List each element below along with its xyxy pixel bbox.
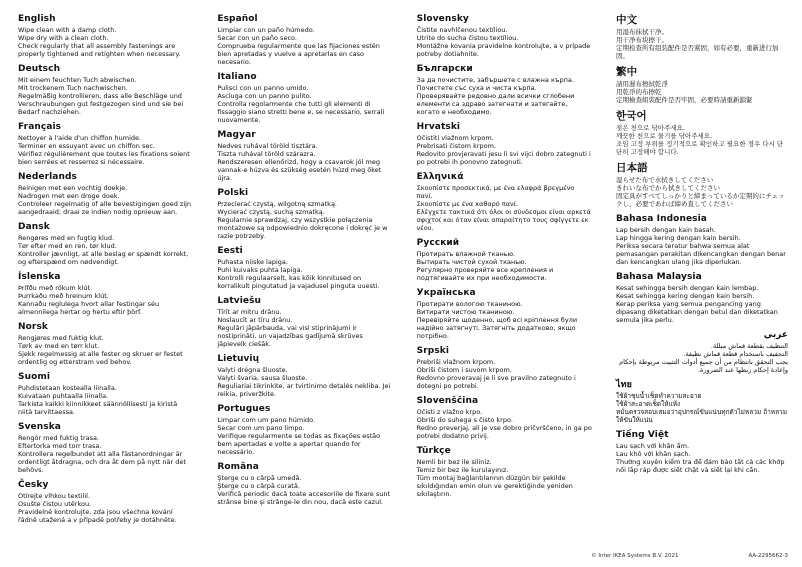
language-section-norsk bbox=[18, 322, 193, 366]
instruction-line: Očisti z vlažno krpo. bbox=[416, 408, 483, 416]
language-title-arabic: عربي bbox=[763, 330, 788, 340]
instruction-line: Asciuga con un panno pulito. bbox=[217, 92, 312, 100]
instruction-line: Limpar com um pano húmido. bbox=[217, 416, 316, 424]
language-section-espanol bbox=[217, 14, 392, 66]
instruction-line: Şterge cu o cârpă umedă. bbox=[217, 474, 302, 482]
language-section-magyar bbox=[217, 130, 392, 182]
instruction-line: 用湿布抹拭干净。 bbox=[615, 28, 668, 36]
language-columns bbox=[18, 14, 788, 530]
language-section-tieng-viet bbox=[616, 430, 788, 474]
instruction-line: Secar com um pano limpo. bbox=[217, 424, 305, 432]
instruction-line: Čistite navhlčenou textíliou. bbox=[416, 26, 508, 34]
instruction-line: Reinigen met een vochtig doekje. bbox=[18, 184, 128, 192]
instruction-line: Puhasta niiske lapiga. bbox=[217, 258, 288, 266]
instruction-line: Lap bersih dengan kain basah. bbox=[615, 226, 716, 234]
instruction-line: Mit einem feuchten Tuch abwischen. bbox=[18, 76, 137, 84]
language-title-hrvatski: Hrvatski bbox=[416, 122, 461, 132]
instruction-line: Перевіряйте щоденно, щоб всі кріплення були надійно затягнуті. Затягніть додатково, якщо потрібно. bbox=[416, 316, 578, 340]
language-title-slovensky: Slovensky bbox=[416, 14, 469, 24]
language-title-norsk: Norsk bbox=[18, 322, 48, 332]
language-section-thai bbox=[616, 380, 788, 424]
language-section-suomi bbox=[18, 372, 193, 416]
language-section-ellinika bbox=[417, 172, 592, 232]
language-section-arabic bbox=[616, 330, 788, 374]
instruction-line: Tüm montaj bağlantılarının düzgün bir şekilde sıkıldığından emin olun ve gerektiğinde yeniden sıkılaştırın. bbox=[416, 474, 573, 498]
language-title-polski: Polski bbox=[217, 188, 249, 198]
instruction-line: Redovno proveravaj je li sve pravilno zategnuto i dotegni po potrebi. bbox=[416, 374, 576, 390]
instruction-line: يجب التحقق بانتظام من أن جميع أدوات التثبيت مربوطة بإحكام وإعادة إحكام ربطها عند الضرورة. bbox=[619, 358, 788, 374]
instruction-line: Σκουπίστε με ένα καθαρό πανί. bbox=[416, 200, 518, 208]
instruction-line: Kontroller jævnligt, at alle beslag er spændt korrekt, og efterspænd om nødvendigt. bbox=[18, 250, 189, 266]
instruction-line: Tørk av med en tørr klut. bbox=[18, 342, 100, 350]
instruction-line: Przecierać czystą, wilgotną szmatką. bbox=[217, 200, 337, 208]
instruction-line: Rengjøres med fuktig klut. bbox=[18, 334, 104, 342]
instruction-line: Regelmäßig kontrollieren, dass alle Beschläge und Verschraubungen gut festgezogen sind und sie bei Bedarf nachziehen. bbox=[18, 92, 184, 116]
language-section-svenska bbox=[18, 422, 193, 474]
instruction-line: きれいな布でから拭きしてください bbox=[615, 184, 720, 192]
column-3 bbox=[417, 14, 592, 504]
page-footer bbox=[591, 553, 788, 559]
language-title-magyar: Magyar bbox=[217, 130, 256, 140]
language-title-slovenscina: Slovenščina bbox=[416, 396, 479, 406]
instruction-line: Nadrogen met een droge doek. bbox=[18, 192, 120, 200]
instruction-line: Kerap periksa yang semua pengancing yang dipasang diketatkan dengan betul dan diketatkan semula jika perlu. bbox=[615, 300, 778, 324]
language-section-srpski bbox=[417, 346, 592, 390]
instruction-line: Prebrisati čistom krpom. bbox=[416, 142, 497, 150]
language-section-italiano bbox=[217, 72, 392, 124]
language-title-islenska: Íslenska bbox=[18, 272, 61, 282]
language-section-romana bbox=[217, 462, 392, 506]
instruction-line: Wipe clean with a damp cloth. bbox=[18, 26, 117, 34]
language-title-portugues: Portugues bbox=[217, 404, 271, 414]
instruction-line: Valyti švaria, sausa šluoste. bbox=[217, 374, 308, 382]
instruction-line: Nemli bir bez ile siliniz. bbox=[416, 458, 492, 466]
language-section-lietuviu bbox=[217, 354, 392, 398]
language-section-bahasa-malaysia bbox=[616, 272, 788, 324]
language-section-turkce bbox=[417, 446, 592, 498]
instruction-line: Thường xuyên kiểm tra để đảm bảo tất cả các khớp nối lắp ráp được siết chặt và siết lại khi cần. bbox=[615, 458, 785, 474]
instruction-line: Протирати вологою тканиною. bbox=[416, 300, 523, 308]
instruction-line: Reguliariai tikrinkite, ar tvirtinimo detalės nekliba. Jei reikia, priveržkite. bbox=[217, 382, 391, 398]
language-section-slovenscina bbox=[417, 396, 592, 440]
instruction-line: ใช้ผ้าสะอาดเช็ดให้แห้ง bbox=[615, 400, 681, 408]
language-section-ukrainska bbox=[417, 288, 592, 340]
instruction-line: Check regularly that all assembly fastenings are properly tightened and retighten when necessary. bbox=[18, 42, 181, 58]
language-section-nihongo bbox=[616, 162, 788, 208]
language-title-francais: Français bbox=[18, 122, 62, 132]
instruction-line: Ελέγχετε τακτικά ότι όλοι οι σύνδεσμοι είναι αρκετά σφιχτοί και όταν είναι απαραίτητο τους σφίγγετε εκ νέου. bbox=[416, 208, 591, 232]
language-title-dansk: Dansk bbox=[18, 222, 50, 232]
language-section-eesti bbox=[217, 246, 392, 290]
language-section-dansk bbox=[18, 222, 193, 266]
language-title-nihongo: 日本語 bbox=[615, 162, 648, 174]
language-section-polski bbox=[217, 188, 392, 240]
language-title-italiano: Italiano bbox=[217, 72, 257, 82]
instruction-line: 定期检查所有组装配件是否紧固，如有必要，重新进行加固。 bbox=[615, 44, 779, 60]
language-title-suomi: Suomi bbox=[18, 372, 51, 382]
instruction-line: Otírejte vlhkou textilií. bbox=[18, 492, 91, 500]
language-section-english bbox=[18, 14, 193, 58]
instruction-line: Regularnie sprawdzaj, czy wszystkie połączenia montażowe są odpowiednio dokręcone i dokręć je w razie potrzeby. bbox=[217, 216, 388, 240]
language-section-cesky bbox=[18, 480, 193, 524]
instruction-line: Terminer en essuyant avec un chiffon sec. bbox=[18, 142, 155, 150]
language-section-deutsch bbox=[18, 64, 193, 116]
language-section-bulgarski bbox=[417, 64, 592, 116]
language-title-eesti: Eesti bbox=[217, 246, 243, 256]
instruction-line: 湿らせた布で水拭きしてください bbox=[615, 176, 714, 184]
instruction-line: Sjekk regelmessig at alle fester og skruer er festet ordentlig og etterstram ved behov. bbox=[18, 350, 183, 366]
instruction-line: Rengör med fuktig trasa. bbox=[18, 434, 100, 442]
instruction-line: Регулярно проверяйте все крепления и подтягивайте их при необходимости. bbox=[416, 266, 554, 282]
language-title-ellinika: Ελληνικά bbox=[416, 172, 464, 182]
language-title-srpski: Srpski bbox=[416, 346, 450, 356]
language-title-deutsch: Deutsch bbox=[18, 64, 61, 74]
instruction-line: Valyti drėgna šluoste. bbox=[217, 366, 288, 374]
instruction-line: 用乾淨的布擦乾 bbox=[615, 88, 662, 96]
instruction-line: Şterge cu o cârpă curată. bbox=[217, 482, 300, 490]
instruction-line: Regulāri jāpārbauda, vai visi stiprinājumi ir nostiprināti, un vajadzības gadījumā skrūves jāpievelk ciešāk. bbox=[217, 324, 363, 348]
language-section-nederlands bbox=[18, 172, 193, 216]
instruction-line: Obriši do suhega s čisto krpo. bbox=[416, 416, 513, 424]
instruction-line: Puhi kuivaks puhta lapiga. bbox=[217, 266, 303, 274]
instruction-line: Вытирать чистой сухой тканью. bbox=[416, 258, 527, 266]
instruction-line: Kannaðu reglulega hvort allar festingar séu almennilega hertar og hertu eftir þörf. bbox=[18, 300, 160, 316]
language-title-english: English bbox=[18, 14, 56, 24]
language-section-portugues bbox=[217, 404, 392, 456]
instruction-line: Comprueba regularmente que las fijaciones estén bien apretadas y vuelve a apretarlas en caso necesario. bbox=[217, 42, 380, 66]
language-section-russkiy bbox=[417, 238, 592, 282]
language-title-tieng-viet: Tiếng Việt bbox=[615, 430, 669, 440]
instruction-line: Tarkista kaikki kiinnikkeet säännöllisesti ja kiristä niitä tarvittaessa. bbox=[18, 400, 178, 416]
instruction-line: Verifique regularmente se todas as fixações estão bem apertadas e volte a apertar quando for necessário. bbox=[217, 432, 381, 456]
instruction-line: Tiszta ruhával töröld szárazra. bbox=[217, 150, 316, 158]
instruction-line: Lap hingga kering dengan kain bersih. bbox=[615, 234, 741, 242]
document-number: AA-2295662-3 bbox=[748, 553, 788, 559]
instruction-line: Tīrīt ar mitru drānu. bbox=[217, 308, 282, 316]
language-section-hangugeo bbox=[616, 110, 788, 156]
instruction-line: Periksa secara teratur bahwa semua alat pemasangan perakitan dikencangkan dengan benar dan kencangkan ulang jika diperlukan. bbox=[615, 242, 786, 266]
instruction-line: หมั่นตรวจสอบเสมอว่าอุปกรณ์ขันแน่นทุกตัวไม่หลวม ถ้าหลวมให้ขันให้แน่น bbox=[615, 408, 787, 424]
instruction-line: Puhdistetaan kostealla liinalla. bbox=[18, 384, 117, 392]
language-title-espanol: Español bbox=[217, 14, 258, 24]
language-title-russkiy: Русский bbox=[416, 238, 460, 248]
instruction-line: Витирати чистою тканиною. bbox=[416, 308, 515, 316]
instruction-line: Lau khô với khăn sạch. bbox=[615, 450, 691, 458]
instruction-line: Wipe dry with a clean cloth. bbox=[18, 34, 109, 42]
instruction-line: ใช้ผ้าชุบน้ำเช็ดทำความสะอาด bbox=[615, 392, 702, 400]
instruction-line: Pulisci con un panno umido. bbox=[217, 84, 309, 92]
instruction-line: 깨끗한 천으로 물기를 닦아주세요. bbox=[615, 132, 713, 140]
language-section-zhongwen bbox=[616, 14, 788, 60]
instruction-line: 固定具がすべてしっかりと締まっているか定期的にチェックし、必要であれば締め直してください bbox=[615, 192, 785, 208]
instruction-line: Rendszeresen ellenőrizd, hogy a csavarok jól meg vannak-e húzva és szükség esetén húzd meg őket újra. bbox=[217, 158, 382, 182]
language-title-latviesu: Latviešu bbox=[217, 296, 262, 306]
instruction-line: 조임 고정 부위를 정기적으로 확인하고 필요한 경우 다시 단단히 고정해야 합니다. bbox=[615, 140, 784, 156]
language-title-zhongwen: 中文 bbox=[615, 14, 638, 26]
language-section-latviesu bbox=[217, 296, 392, 348]
language-title-bahasa-malaysia: Bahasa Malaysia bbox=[615, 272, 702, 282]
language-title-bulgarski: Български bbox=[416, 64, 473, 74]
instruction-line: Lau sạch với khăn ẩm. bbox=[615, 442, 690, 450]
instruction-line: Nedves ruhával töröld tisztára. bbox=[217, 142, 318, 150]
instruction-line: Проверявайте редовно дали всички сглобени елементи са здраво затегнати и затягайте, когато е необходимо. bbox=[416, 92, 575, 116]
language-title-nederlands: Nederlands bbox=[18, 172, 77, 182]
language-title-fanzhong: 繁中 bbox=[615, 66, 638, 78]
instruction-line: Wycierać czystą, suchą szmatką. bbox=[217, 208, 325, 216]
instruction-line: Temiz bir bez ile kurulayınız. bbox=[416, 466, 509, 474]
instruction-line: Kesat sehingga kering dengan kain bersih. bbox=[615, 292, 755, 300]
column-4 bbox=[616, 14, 788, 480]
instruction-line: 젖은 천으로 닦아주세요. bbox=[615, 124, 685, 132]
instruction-line: Verifică periodic dacă toate accesoriile de fixare sunt strânse bine şi strânge-le din nou, dacă este cazul. bbox=[217, 490, 391, 506]
instruction-line: Nettoyer à l'aide d'un chiffon humide. bbox=[18, 134, 142, 142]
instruction-line: Почистете със суха и чиста кърпа. bbox=[416, 84, 537, 92]
instruction-line: Controleer regelmatig of alle bevestigingen goed zijn aangedraaid; draai ze indien nodig opnieuw aan. bbox=[18, 200, 192, 216]
instruction-line: Obriši čistom i suvom krpom. bbox=[416, 366, 512, 374]
column-1 bbox=[18, 14, 193, 530]
instruction-line: Osušte čistou utěrkou. bbox=[18, 500, 92, 508]
language-section-fanzhong bbox=[616, 66, 788, 104]
language-section-slovensky bbox=[417, 14, 592, 58]
instruction-line: 請用濕布擦拭乾淨 bbox=[615, 80, 668, 88]
language-title-lietuviu: Lietuvių bbox=[217, 354, 260, 364]
language-title-bahasa-indonesia: Bahasa Indonesia bbox=[615, 214, 707, 224]
language-title-thai: ไทย bbox=[615, 380, 633, 390]
instruction-line: التنظيف بقطعة قماش مبللة. bbox=[710, 342, 788, 350]
instruction-line: Kesat sehingga bersih dengan kain lembap. bbox=[615, 284, 759, 292]
instruction-line: Noslaucīt ar tīru drānu. bbox=[217, 316, 293, 324]
language-title-turkce: Türkçe bbox=[416, 446, 451, 456]
instruction-line: Prebriši vlažnom krpom. bbox=[416, 358, 496, 366]
instruction-line: За да почистите, забършете с влажна кърпа. bbox=[416, 76, 574, 84]
instruction-line: Kontrollera regelbundet att alla fästanordningar är ordentligt åtdragna, och dra åt dem på nytt när det behövs. bbox=[18, 450, 186, 474]
language-section-francais bbox=[18, 122, 193, 166]
language-section-islenska bbox=[18, 272, 193, 316]
instruction-line: التجفيف باستخدام قطعة قماش نظيفة. bbox=[683, 350, 788, 358]
instruction-line: Montážne kovania pravidelne kontrolujte, a v prípade potreby dotiahnite. bbox=[416, 42, 591, 58]
instruction-line: Þurrkaðu með hreinum klút. bbox=[18, 292, 109, 300]
instruction-line: 定期檢查組裝配件是否牢固，必要時請重新鎖緊 bbox=[615, 96, 753, 104]
language-title-romana: Româna bbox=[217, 462, 259, 472]
instruction-line: Σκουπίστε προσεκτικά, με ένα ελαφρά βρεγμένο πανί. bbox=[416, 184, 575, 200]
language-title-svenska: Svenska bbox=[18, 422, 61, 432]
instruction-line: Þrífðu með rökum klút. bbox=[18, 284, 93, 292]
instruction-line: 用干净布块擦干。 bbox=[615, 36, 668, 44]
instruction-line: Kontrolli regulaarselt, kas kõik kinnitused on korralikult pingutatud ja vajadusel pinguta uuesti. bbox=[217, 274, 380, 290]
instruction-line: Controlla regolarmente che tutti gli elementi di fissaggio siano stretti bene e, se necessario, serrali nuovamente. bbox=[217, 100, 385, 124]
instruction-line: Utrite do sucha čistou textíliou. bbox=[416, 34, 519, 42]
language-title-cesky: Česky bbox=[18, 480, 49, 490]
instruction-line: Tør efter med en ren, tør klud. bbox=[18, 242, 117, 250]
instruction-line: Mit trockenem Tuch nachwischen. bbox=[18, 84, 128, 92]
instruction-line: Pravidelně kontrolujte, zda jsou všechna kování řádně utažená a v případě potřeby je dotáhněte. bbox=[18, 508, 177, 524]
instruction-line: Eftertorka med torr trasa. bbox=[18, 442, 102, 450]
copyright-text: © Inter IKEA Systems B.V. 2021 bbox=[591, 553, 679, 559]
instruction-line: Redno preverjaj, ali je vse dobro pričvrščeno, in ga po potrebi dodatno privij. bbox=[416, 424, 592, 440]
instruction-line: Vérifiez régulièrement que toutes les fixations soient bien serrées et resserrez si nécessaire. bbox=[18, 150, 190, 166]
instruction-line: Secar con un paño seco. bbox=[217, 34, 297, 42]
language-section-bahasa-indonesia bbox=[616, 214, 788, 266]
instruction-line: Redovito provjeravati jesu li svi vijci dobro zategnuti i po potrebi ih ponovno zategnuti. bbox=[416, 150, 591, 166]
instruction-line: Протирать влажной тканью. bbox=[416, 250, 516, 258]
instruction-line: Kuivataan puhtaalla liinalla. bbox=[18, 392, 109, 400]
language-section-hrvatski bbox=[417, 122, 592, 166]
instruction-line: Rengøres med en fugtig klud. bbox=[18, 234, 115, 242]
language-title-hangugeo: 한국어 bbox=[615, 110, 647, 122]
language-title-ukrainska: Українська bbox=[416, 288, 476, 298]
instruction-line: Limpiar con un paño húmedo. bbox=[217, 26, 315, 34]
column-2 bbox=[217, 14, 392, 512]
instruction-line: Očistiti vlažnom krpom. bbox=[416, 134, 494, 142]
